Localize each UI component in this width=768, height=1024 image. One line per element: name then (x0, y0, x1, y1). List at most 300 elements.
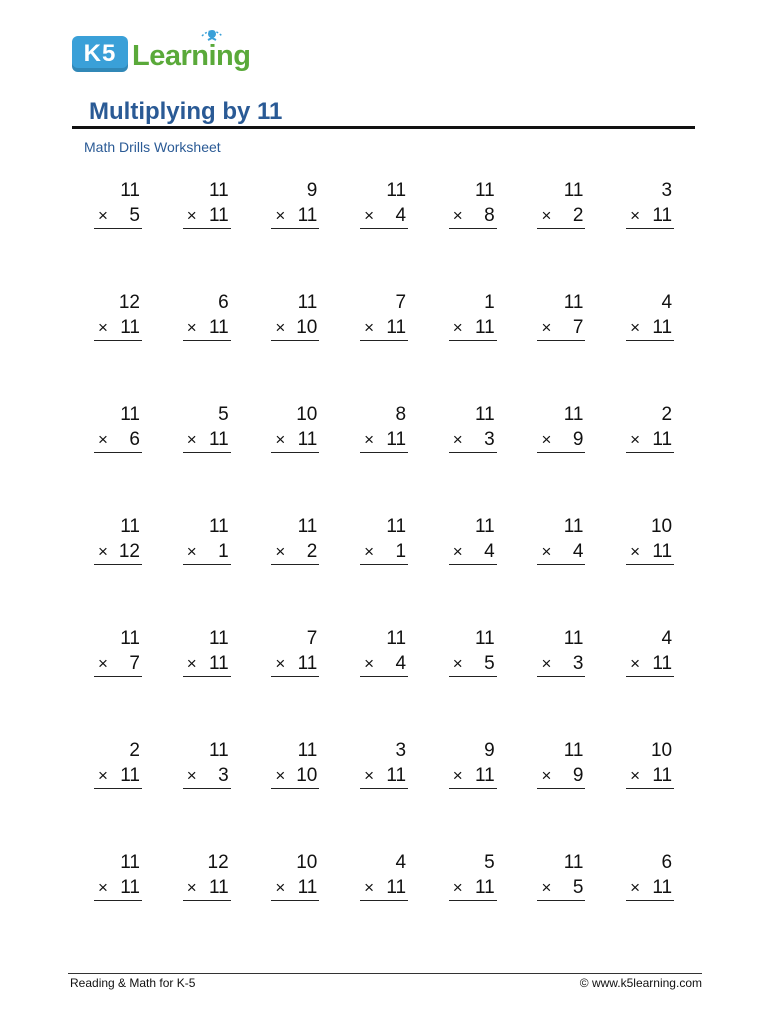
times-sign: × (98, 430, 108, 449)
times-sign: × (98, 542, 108, 561)
multiplicand: 11 (563, 180, 584, 201)
times-sign: × (98, 654, 108, 673)
multiplicand: 11 (120, 180, 140, 201)
times-sign: × (541, 654, 552, 673)
answer-line (449, 564, 497, 565)
multiplication-problem (626, 292, 674, 340)
times-sign: × (541, 318, 552, 337)
multiplier-line (453, 205, 495, 227)
answer-line (271, 564, 319, 565)
multiplicand: 6 (218, 292, 229, 313)
times-sign: × (364, 430, 374, 449)
multiplier-line (187, 205, 229, 227)
multiplicand: 8 (395, 404, 407, 425)
multiplier-line (453, 765, 495, 787)
times-sign: × (186, 766, 197, 785)
multiplicand: 10 (296, 852, 318, 873)
multiplier: 4 (395, 653, 407, 674)
multiplication-problem (537, 628, 585, 676)
answer-line (537, 452, 585, 453)
multiplier-line (453, 877, 495, 899)
multiplicand: 10 (296, 404, 318, 425)
answer-line (449, 788, 497, 789)
multiplier-line (541, 877, 583, 899)
multiplicand: 11 (297, 516, 318, 537)
answer-line (626, 452, 674, 453)
multiplicand: 11 (563, 852, 584, 873)
times-sign: × (452, 206, 463, 225)
multiplication-problem (271, 628, 319, 676)
multiplication-problem (94, 180, 142, 228)
multiplier-line (187, 317, 229, 339)
answer-line (537, 228, 585, 229)
multiplication-problem (360, 404, 408, 452)
answer-line (94, 676, 142, 677)
multiplier: 4 (395, 205, 407, 226)
answer-line (537, 564, 585, 565)
logo-k5-badge: K5 (72, 36, 128, 72)
multiplier: 11 (475, 877, 495, 898)
answer-line (537, 788, 585, 789)
multiplier-line (453, 317, 495, 339)
multiplication-problem (449, 740, 497, 788)
multiplier: 11 (652, 205, 673, 226)
multiplier: 6 (129, 429, 140, 450)
multiplicand: 11 (475, 628, 495, 649)
multiplier: 8 (484, 205, 495, 226)
multiplier-line (98, 653, 140, 675)
multiplication-problem (183, 628, 231, 676)
answer-line (94, 788, 142, 789)
multiplicand: 4 (395, 852, 407, 873)
multiplicand: 5 (484, 852, 495, 873)
multiplicand: 11 (475, 404, 495, 425)
times-sign: × (452, 430, 463, 449)
answer-line (94, 452, 142, 453)
multiplication-problem (94, 628, 142, 676)
multiplier-line (364, 877, 406, 899)
multiplier: 11 (386, 429, 407, 450)
multiplier: 11 (386, 765, 407, 786)
multiplier: 11 (208, 317, 229, 338)
multiplier-line (630, 317, 672, 339)
answer-line (537, 900, 585, 901)
answer-line (94, 564, 142, 565)
answer-line (183, 900, 231, 901)
answer-line (360, 788, 408, 789)
answer-line (94, 900, 142, 901)
logo-wordmark: Learning (132, 40, 251, 72)
multiplicand: 10 (650, 516, 673, 537)
multiplication-problem (360, 740, 408, 788)
multiplier-line (541, 317, 583, 339)
multiplier-line (187, 765, 229, 787)
answer-line (360, 340, 408, 341)
multiplication-problem (626, 740, 674, 788)
multiplier: 11 (652, 541, 673, 562)
multiplication-problem (94, 516, 142, 564)
multiplier-line (364, 765, 406, 787)
multiplicand: 4 (661, 292, 673, 313)
multiplier: 11 (475, 765, 495, 786)
multiplier: 1 (395, 541, 407, 562)
multiplier: 11 (297, 205, 318, 226)
answer-line (271, 676, 319, 677)
multiplier-line (98, 877, 140, 899)
multiplicand: 4 (661, 628, 673, 649)
logo-figure-icon (192, 26, 232, 48)
times-sign: × (630, 318, 641, 337)
times-sign: × (541, 878, 552, 897)
multiplier: 4 (484, 541, 495, 562)
multiplicand: 11 (475, 516, 495, 537)
times-sign: × (541, 206, 552, 225)
multiplication-problem (360, 516, 408, 564)
multiplier: 11 (208, 877, 229, 898)
multiplier: 7 (129, 653, 140, 674)
multiplicand: 1 (484, 292, 495, 313)
multiplication-problem (626, 516, 674, 564)
times-sign: × (541, 542, 552, 561)
multiplier-line (275, 541, 317, 563)
multiplication-problem (94, 852, 142, 900)
k5-learning-logo (72, 26, 268, 80)
multiplier: 11 (208, 653, 229, 674)
multiplication-problem (271, 292, 319, 340)
multiplier: 11 (120, 765, 140, 786)
answer-line (183, 452, 231, 453)
answer-line (626, 676, 674, 677)
multiplier: 11 (208, 205, 229, 226)
times-sign: × (98, 766, 108, 785)
times-sign: × (630, 878, 641, 897)
multiplier: 11 (297, 653, 318, 674)
times-sign: × (98, 878, 108, 897)
multiplicand: 11 (208, 628, 229, 649)
times-sign: × (275, 430, 286, 449)
multiplier: 11 (297, 877, 318, 898)
multiplier: 11 (386, 877, 407, 898)
multiplier-line (98, 541, 140, 563)
multiplier-line (630, 205, 672, 227)
multiplication-problem (360, 180, 408, 228)
multiplier-line (364, 429, 406, 451)
times-sign: × (452, 654, 463, 673)
times-sign: × (630, 430, 641, 449)
multiplication-problem (271, 852, 319, 900)
answer-line (360, 564, 408, 565)
multiplier-line (275, 317, 317, 339)
multiplication-problem (183, 292, 231, 340)
multiplication-problem (537, 404, 585, 452)
multiplicand: 11 (208, 740, 229, 761)
multiplier: 12 (118, 541, 140, 562)
multiplier: 11 (120, 317, 140, 338)
multiplier: 9 (572, 765, 584, 786)
multiplication-problem (449, 180, 497, 228)
multiplier: 7 (572, 317, 584, 338)
multiplicand: 11 (120, 516, 140, 537)
times-sign: × (630, 542, 641, 561)
multiplication-problem (271, 516, 319, 564)
multiplier-line (541, 653, 583, 675)
multiplier-line (98, 317, 140, 339)
multiplier-line (453, 541, 495, 563)
times-sign: × (186, 654, 197, 673)
multiplication-problem (537, 516, 585, 564)
answer-line (449, 452, 497, 453)
multiplier-line (98, 765, 140, 787)
multiplier: 11 (120, 877, 140, 898)
footer-website: © www.k5learning.com (579, 976, 702, 990)
times-sign: × (275, 542, 286, 561)
multiplicand: 11 (120, 404, 140, 425)
multiplicand: 2 (129, 740, 140, 761)
answer-line (183, 788, 231, 789)
multiplier: 11 (652, 877, 673, 898)
multiplication-problem (537, 292, 585, 340)
answer-line (626, 900, 674, 901)
times-sign: × (275, 318, 286, 337)
footer-tagline: Reading & Math for K-5 (70, 976, 196, 990)
answer-line (360, 676, 408, 677)
times-sign: × (364, 654, 374, 673)
times-sign: × (630, 206, 641, 225)
answer-line (183, 228, 231, 229)
multiplication-problem (449, 852, 497, 900)
multiplier: 1 (218, 541, 229, 562)
answer-line (449, 676, 497, 677)
multiplicand: 11 (386, 180, 407, 201)
multiplication-problem (360, 628, 408, 676)
title-divider (72, 126, 695, 129)
multiplier: 11 (652, 429, 673, 450)
answer-line (626, 228, 674, 229)
multiplier: 3 (484, 429, 495, 450)
times-sign: × (186, 878, 197, 897)
multiplier: 5 (484, 653, 495, 674)
multiplicand: 11 (120, 852, 140, 873)
answer-line (94, 228, 142, 229)
multiplication-problem (449, 404, 497, 452)
multiplication-problem (271, 740, 319, 788)
answer-line (94, 340, 142, 341)
answer-line (271, 452, 319, 453)
multiplicand: 11 (563, 628, 584, 649)
times-sign: × (630, 654, 641, 673)
multiplication-problem (626, 628, 674, 676)
times-sign: × (186, 542, 197, 561)
answer-line (271, 788, 319, 789)
multiplicand: 3 (661, 180, 673, 201)
times-sign: × (364, 206, 374, 225)
multiplicand: 6 (661, 852, 673, 873)
multiplicand: 11 (297, 740, 318, 761)
multiplication-problem (183, 740, 231, 788)
times-sign: × (275, 206, 286, 225)
multiplicand: 10 (650, 740, 673, 761)
answer-line (271, 228, 319, 229)
multiplication-problem (360, 852, 408, 900)
multiplier-line (630, 765, 672, 787)
multiplier-line (364, 317, 406, 339)
multiplication-problem (449, 292, 497, 340)
multiplier-line (364, 541, 406, 563)
multiplier: 11 (652, 317, 673, 338)
times-sign: × (630, 766, 641, 785)
multiplier-line (364, 653, 406, 675)
times-sign: × (541, 766, 552, 785)
page-title: Multiplying by 11 (89, 98, 283, 125)
multiplication-problem (183, 516, 231, 564)
multiplier-line (541, 205, 583, 227)
times-sign: × (275, 654, 286, 673)
multiplier: 4 (572, 541, 584, 562)
multiplication-problem (626, 180, 674, 228)
times-sign: × (186, 206, 197, 225)
multiplication-problem (271, 180, 319, 228)
times-sign: × (364, 318, 374, 337)
multiplier: 9 (572, 429, 584, 450)
multiplier-line (630, 429, 672, 451)
times-sign: × (452, 766, 463, 785)
answer-line (626, 340, 674, 341)
multiplication-problem (271, 404, 319, 452)
multiplier-line (98, 205, 140, 227)
multiplicand: 11 (297, 292, 318, 313)
answer-line (537, 340, 585, 341)
times-sign: × (364, 542, 374, 561)
times-sign: × (186, 318, 197, 337)
multiplicand: 11 (563, 740, 584, 761)
page-subtitle: Math Drills Worksheet (84, 139, 221, 155)
multiplicand: 12 (207, 852, 229, 873)
answer-line (271, 340, 319, 341)
multiplier-line (275, 205, 317, 227)
multiplier-line (275, 429, 317, 451)
multiplier-line (630, 653, 672, 675)
multiplicand: 11 (563, 404, 584, 425)
multiplication-problem (537, 180, 585, 228)
multiplier: 11 (475, 317, 495, 338)
answer-line (360, 900, 408, 901)
multiplier-line (630, 541, 672, 563)
answer-line (360, 452, 408, 453)
answer-line (183, 564, 231, 565)
multiplier-line (541, 429, 583, 451)
times-sign: × (541, 430, 552, 449)
multiplication-problem (94, 740, 142, 788)
multiplicand: 9 (484, 740, 495, 761)
multiplicand: 11 (563, 516, 584, 537)
multiplier-line (453, 429, 495, 451)
multiplier: 11 (297, 429, 318, 450)
multiplication-problem (537, 740, 585, 788)
multiplicand: 5 (218, 404, 229, 425)
multiplicand: 11 (386, 628, 407, 649)
answer-line (183, 340, 231, 341)
multiplicand: 11 (563, 292, 584, 313)
multiplier-line (98, 429, 140, 451)
multiplier-line (187, 877, 229, 899)
multiplication-problem (626, 852, 674, 900)
times-sign: × (364, 878, 374, 897)
multiplier-line (275, 653, 317, 675)
multiplication-problem (183, 404, 231, 452)
multiplication-problem (537, 852, 585, 900)
multiplier: 3 (572, 653, 584, 674)
answer-line (537, 676, 585, 677)
multiplier-line (187, 429, 229, 451)
answer-line (449, 340, 497, 341)
answer-line (449, 228, 497, 229)
multiplier-line (275, 877, 317, 899)
multiplication-problem (449, 628, 497, 676)
multiplier: 3 (218, 765, 229, 786)
multiplier-line (541, 765, 583, 787)
times-sign: × (364, 766, 374, 785)
answer-line (626, 564, 674, 565)
multiplicand: 3 (395, 740, 407, 761)
times-sign: × (275, 878, 286, 897)
multiplicand: 11 (208, 180, 229, 201)
times-sign: × (98, 318, 108, 337)
multiplication-problem (449, 516, 497, 564)
multiplier-line (187, 541, 229, 563)
multiplicand: 11 (386, 516, 407, 537)
multiplier-line (364, 205, 406, 227)
multiplier: 2 (572, 205, 584, 226)
answer-line (626, 788, 674, 789)
times-sign: × (452, 542, 463, 561)
multiplicand: 7 (395, 292, 407, 313)
multiplier: 11 (386, 317, 407, 338)
multiplicand: 11 (208, 516, 229, 537)
multiplier: 5 (572, 877, 584, 898)
multiplier: 11 (652, 653, 673, 674)
multiplier: 10 (296, 317, 318, 338)
multiplication-problem (183, 852, 231, 900)
multiplier-line (630, 877, 672, 899)
times-sign: × (452, 878, 463, 897)
multiplication-problem (94, 292, 142, 340)
multiplication-problem (360, 292, 408, 340)
multiplier: 5 (129, 205, 140, 226)
multiplicand: 11 (475, 180, 495, 201)
answer-line (271, 900, 319, 901)
times-sign: × (186, 430, 197, 449)
times-sign: × (275, 766, 286, 785)
answer-line (183, 676, 231, 677)
multiplier-line (187, 653, 229, 675)
multiplication-problem (183, 180, 231, 228)
multiplicand: 7 (306, 628, 318, 649)
multiplication-problem (626, 404, 674, 452)
times-sign: × (98, 206, 108, 225)
answer-line (449, 900, 497, 901)
multiplier-line (453, 653, 495, 675)
multiplier-line (541, 541, 583, 563)
multiplier: 11 (652, 765, 673, 786)
problem-grid (94, 180, 674, 900)
multiplicand: 11 (120, 628, 140, 649)
answer-line (360, 228, 408, 229)
multiplier: 10 (296, 765, 318, 786)
times-sign: × (452, 318, 463, 337)
multiplicand: 12 (118, 292, 140, 313)
multiplier-line (275, 765, 317, 787)
multiplier: 2 (306, 541, 318, 562)
